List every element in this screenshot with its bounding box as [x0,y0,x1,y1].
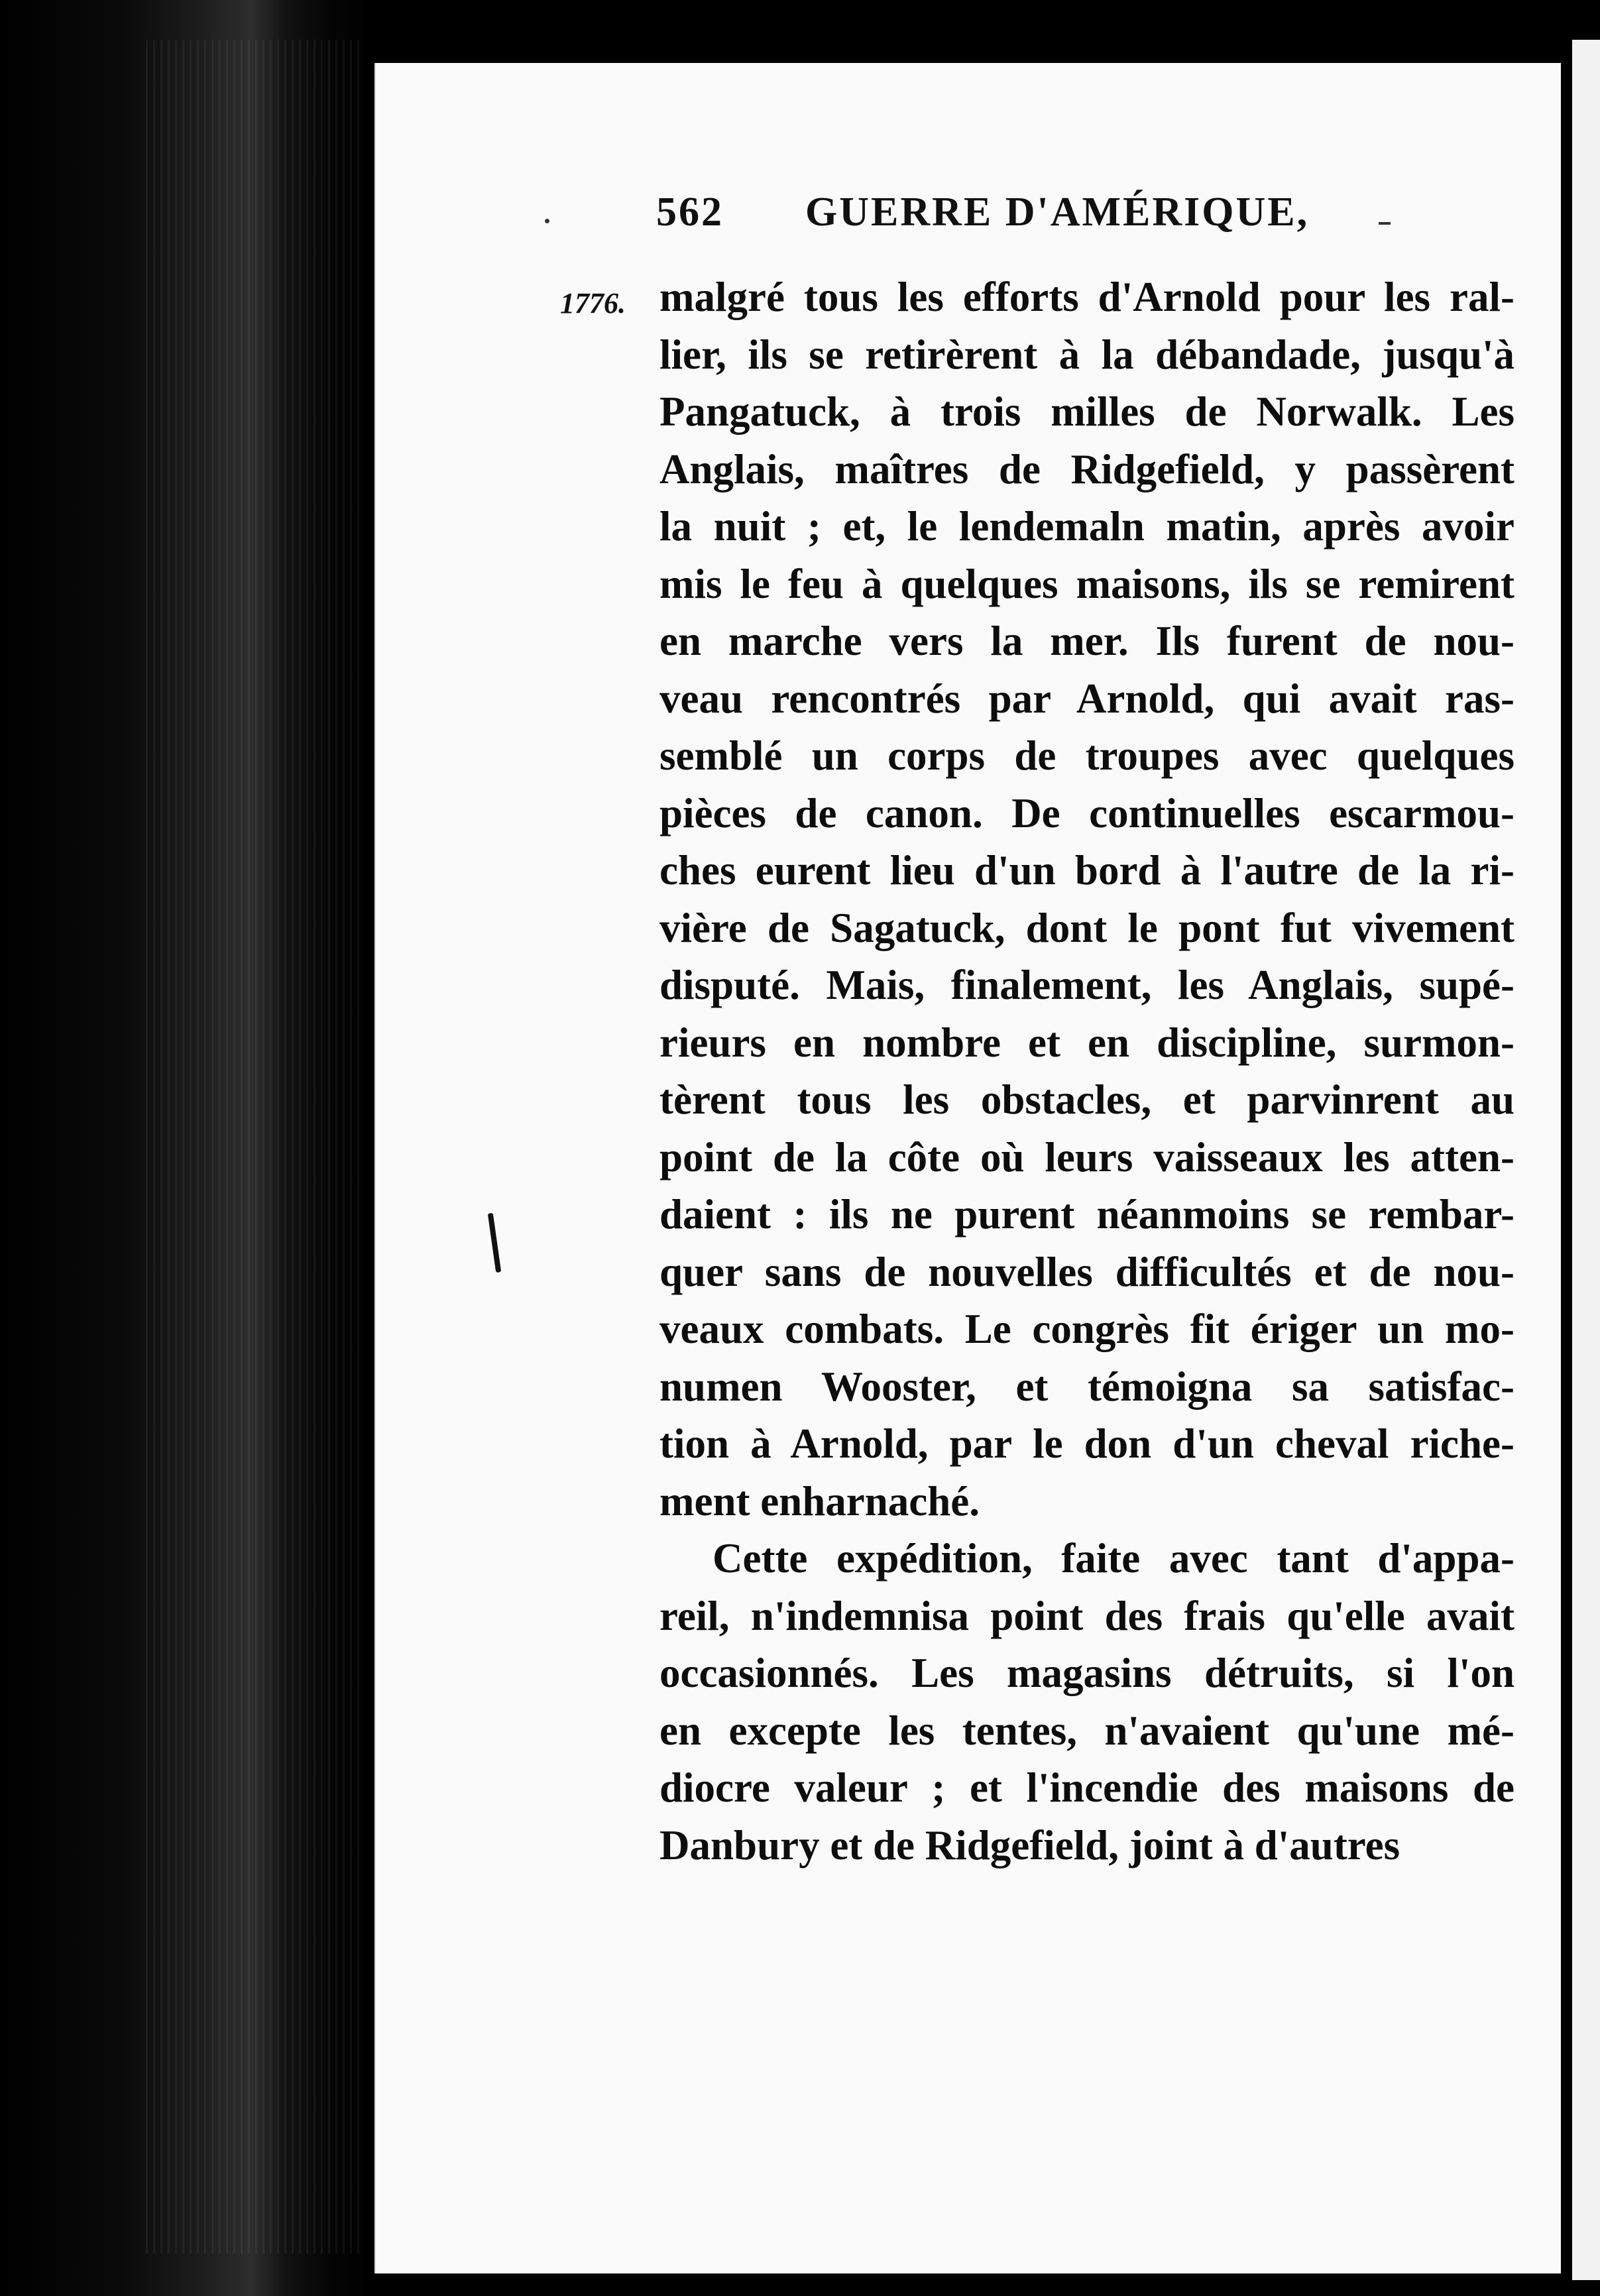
binding-texture [146,40,365,2254]
text-line: ment enharnaché. [659,1477,980,1524]
running-title: GUERRE D'AMÉRIQUE, [805,190,1310,235]
text-line: quer sans de nouvelles difficultés et de nou- [659,1248,1514,1295]
text-line: mis le feu à quelques maisons, ils se remirent [659,560,1514,607]
text-line: veau rencontrés par Arnold, qui avait ras- [659,675,1514,722]
page-number: 562 [656,190,724,235]
adjacent-page-edge [1572,40,1600,2280]
text-line: rieurs en nombre et en discipline, surmon- [659,1019,1514,1066]
paragraph [659,268,1514,1530]
text-line: numen Wooster, et témoigna sa satisfac- [659,1363,1514,1410]
text-line: tion à Arnold, par le don d'un cheval riche- [659,1420,1514,1467]
running-header [656,189,1491,249]
text-line: ches eurent lieu d'un bord à l'autre de la ri- [659,847,1514,893]
stray-dot [545,219,549,223]
body-text [659,268,1514,1874]
text-line: la nuit ; et, le lendemaln matin, après avoir [659,503,1514,549]
text-line: daient : ils ne purent néanmoins se rembar- [659,1191,1514,1237]
text-line: tèrent tous les obstacles, et parvinrent au [659,1076,1514,1123]
text-line: pièces de canon. De continuelles escarmou- [659,789,1514,836]
text-line: Danbury et de Ridgefield, joint à d'autres [659,1821,1400,1868]
margin-year-note: 1776. [560,287,626,319]
text-line: Anglais, maîtres de Ridgefield, y passèrent [659,445,1514,492]
text-line: malgré tous les efforts d'Arnold pour les ral- [659,274,1514,320]
text-line: en excepte les tentes, n'avaient qu'une mé- [659,1707,1514,1754]
text-line: reil, n'indemnisa point des frais qu'elle avait [659,1592,1514,1639]
text-line: diocre valeur ; et l'incendie des maisons de [659,1764,1514,1811]
text-line: semblé un corps de troupes avec quelques [659,732,1514,779]
text-line: point de la côte où leurs vaisseaux les atten- [659,1133,1514,1180]
text-line: en marche vers la mer. Ils furent de nou- [659,618,1514,664]
text-line: veaux combats. Le congrès fit ériger un mo- [659,1306,1514,1352]
text-line: lier, ils se retirèrent à la débandade, jusqu'à [659,331,1514,378]
text-line: disputé. Mais, finalement, les Anglais, supé- [659,962,1514,1008]
text-line: Cette expédition, faite avec tant d'appa- [713,1535,1514,1581]
text-line: occasionnés. Les magasins détruits, si l'on [659,1650,1514,1696]
text-line: Pangatuck, à trois milles de Norwalk. Les [659,388,1514,435]
paragraph [659,1530,1514,1874]
text-line: vière de Sagatuck, dont le pont fut vivement [659,904,1514,951]
